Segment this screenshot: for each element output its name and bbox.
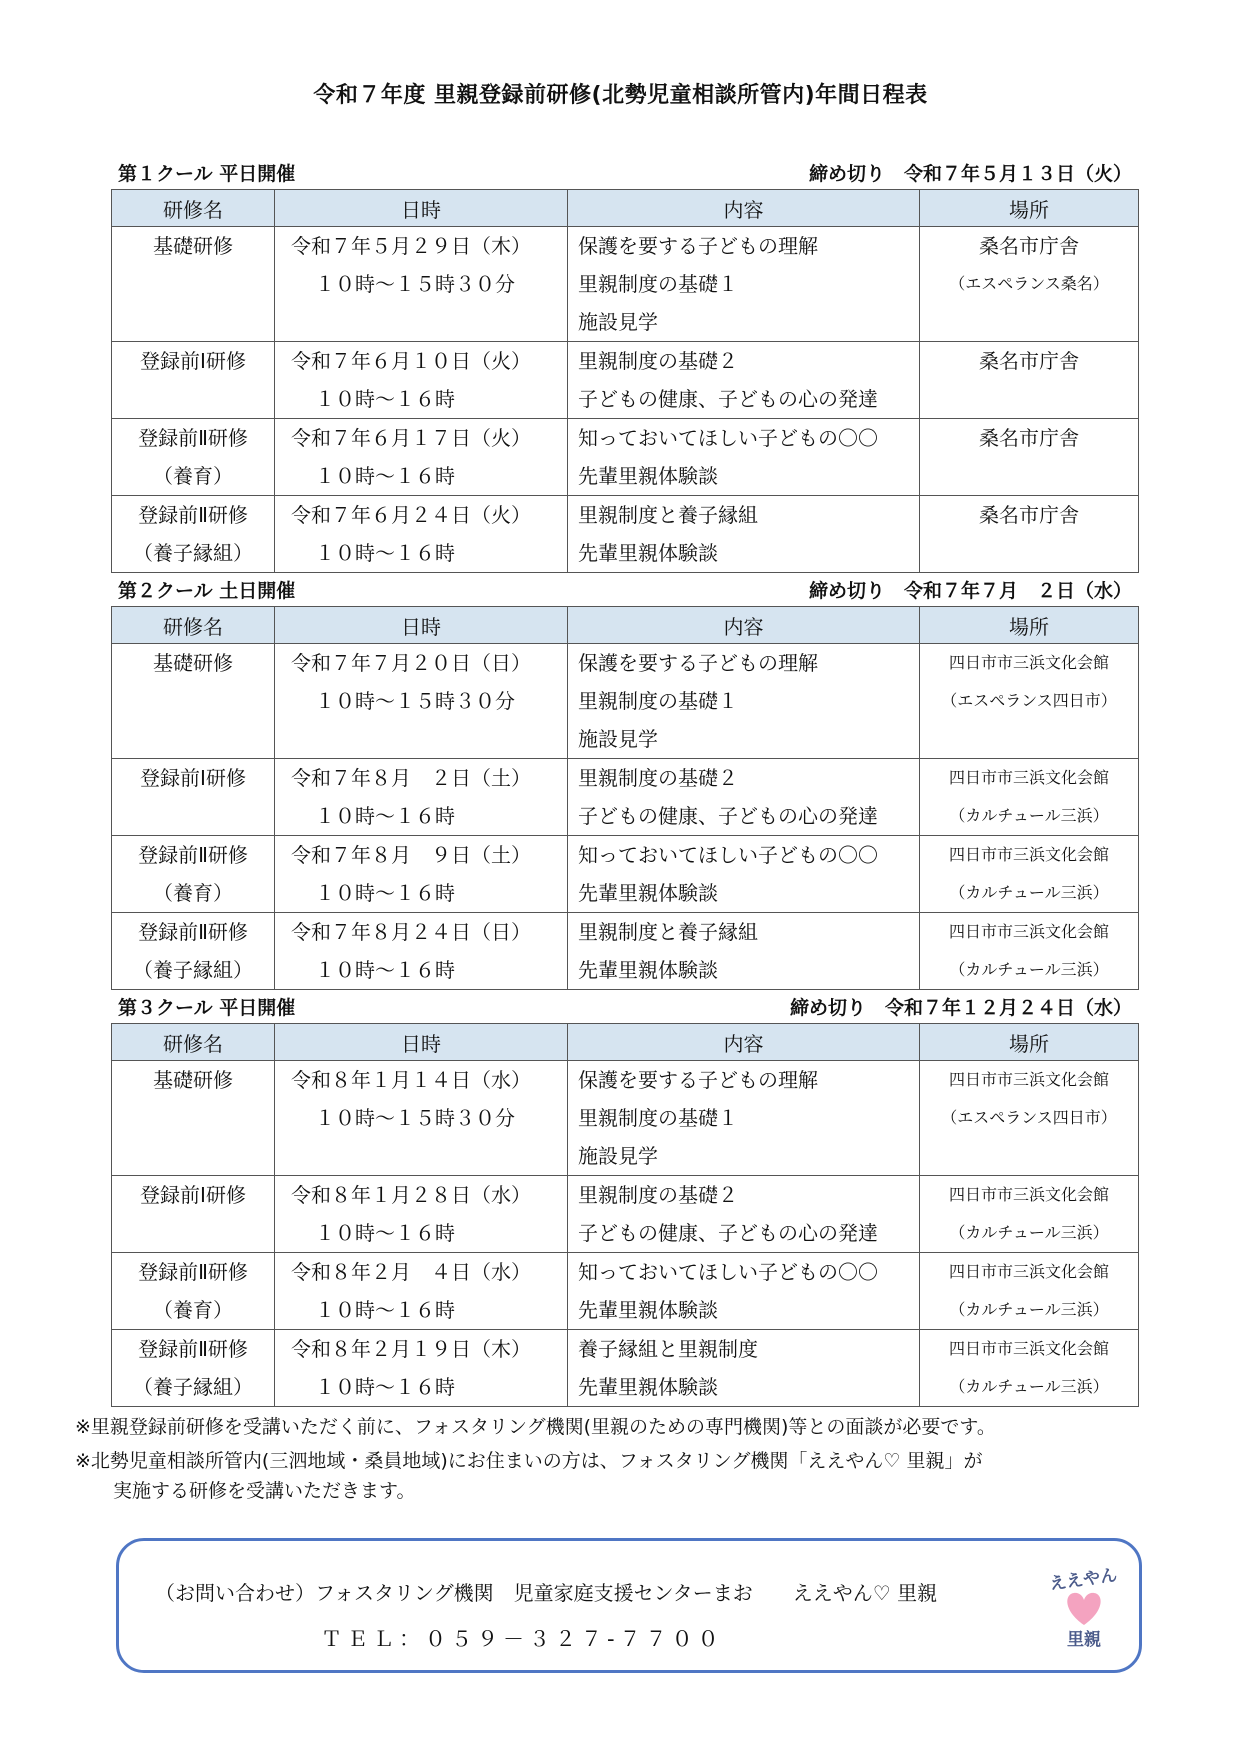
contact-phone: ＴＥＬ：０５９－３２７-７７００: [321, 1627, 724, 1651]
content-item: 保護を要する子どもの理解: [578, 651, 818, 675]
column-header: 日時: [275, 190, 568, 227]
column-header: 場所: [920, 1024, 1139, 1061]
training-time: １０時～１６時: [315, 958, 455, 982]
training-date: 令和８年２月１９日（木）: [291, 1337, 531, 1361]
training-name-cell: [112, 342, 275, 419]
training-name: 登録前Ⅰ研修: [140, 349, 246, 373]
training-name: 基礎研修: [153, 1068, 233, 1092]
content-item: 先輩里親体験談: [578, 1298, 718, 1322]
training-name-cell: [112, 759, 275, 836]
training-name-cell: [112, 419, 275, 496]
content-item: 先輩里親体験談: [578, 464, 718, 488]
training-date: 令和７年８月 ９日（土）: [291, 843, 531, 867]
training-name: 登録前Ⅰ研修: [140, 1183, 246, 1207]
training-date: 令和７年６月１０日（火）: [291, 349, 531, 373]
table-row: [112, 419, 1139, 496]
training-time: １０時～１６時: [315, 1375, 455, 1399]
place-cell: [920, 1061, 1139, 1176]
training-time: １０時～１６時: [315, 804, 455, 828]
column-header: 日時: [275, 1024, 568, 1061]
content-item: 知っておいてほしい子どもの〇〇: [578, 1260, 878, 1284]
place-name: 四日市市三浜文化会館: [948, 653, 1109, 672]
schedule-table: [111, 606, 1139, 990]
content-cell: [568, 1061, 920, 1176]
content-item: 保護を要する子どもの理解: [578, 1068, 818, 1092]
cycle-label: 第３クール 平日開催: [118, 997, 296, 1019]
datetime-cell: [275, 1176, 568, 1253]
datetime-cell: [275, 913, 568, 990]
place-cell: [920, 419, 1139, 496]
content-cell: [568, 644, 920, 759]
content-item: 養子縁組と里親制度: [578, 1337, 758, 1361]
training-name: （養子縁組）: [133, 541, 253, 565]
datetime-cell: [275, 496, 568, 573]
datetime-cell: [275, 342, 568, 419]
logo-bottom-text: 里親: [1067, 1630, 1101, 1650]
training-name: 登録前Ⅱ研修: [138, 1337, 248, 1361]
content-cell: [568, 227, 920, 342]
place-name: （エスペランス四日市）: [941, 1108, 1117, 1127]
heart-icon: [1067, 1593, 1100, 1625]
datetime-cell: [275, 419, 568, 496]
training-name: （養育）: [153, 1298, 233, 1322]
place-name: 桑名市庁舎: [979, 426, 1079, 450]
table-row: [112, 227, 1139, 342]
cycle-deadline: 締め切り 令和７年１２月２４日（水）: [789, 997, 1132, 1019]
training-name: 登録前Ⅱ研修: [138, 843, 248, 867]
datetime-cell: [275, 759, 568, 836]
table-header-row: [112, 607, 1139, 644]
cycle-header: [118, 157, 1138, 189]
content-item: 子どもの健康、子どもの心の発達: [578, 387, 878, 411]
place-name: 桑名市庁舎: [979, 349, 1079, 373]
place-name: （エスペランス桑名）: [949, 274, 1109, 293]
column-header: 研修名: [112, 607, 275, 644]
table-row: [112, 1330, 1139, 1407]
training-time: １０時～１６時: [315, 541, 455, 565]
place-name: 四日市市三浜文化会館: [948, 1185, 1109, 1204]
schedule-table: [111, 1023, 1139, 1407]
content-item: 施設見学: [578, 310, 658, 334]
training-date: 令和７年５月２９日（木）: [291, 234, 531, 258]
table-row: [112, 1253, 1139, 1330]
content-item: 里親制度の基礎２: [578, 349, 738, 373]
content-item: 里親制度の基礎１: [578, 689, 738, 713]
content-cell: [568, 1330, 920, 1407]
contact-info: （お問い合わせ）フォスタリング機関 児童家庭支援センターまお ええやん♡ 里親: [155, 1581, 938, 1605]
training-name: 登録前Ⅰ研修: [140, 766, 246, 790]
eeyan-satooya-logo: [1039, 1561, 1129, 1651]
datetime-cell: [275, 644, 568, 759]
content-item: 知っておいてほしい子どもの〇〇: [578, 426, 878, 450]
training-date: 令和７年８月 ２日（土）: [291, 766, 531, 790]
place-cell: [920, 1176, 1139, 1253]
column-header: 内容: [568, 190, 920, 227]
content-cell: [568, 913, 920, 990]
page-title: 令和７年度 里親登録前研修(北勢児童相談所管内)年間日程表: [313, 83, 928, 108]
note-3: 実施する研修を受講いただきます。: [75, 1480, 416, 1502]
schedule-table: [111, 189, 1139, 573]
table-row: [112, 1061, 1139, 1176]
training-name-cell: [112, 644, 275, 759]
datetime-cell: [275, 1330, 568, 1407]
training-name: 登録前Ⅱ研修: [138, 503, 248, 527]
cycle-label: 第１クール 平日開催: [118, 163, 296, 185]
place-name: 四日市市三浜文化会館: [948, 845, 1109, 864]
content-cell: [568, 1253, 920, 1330]
content-item: 子どもの健康、子どもの心の発達: [578, 804, 878, 828]
training-name: 基礎研修: [153, 234, 233, 258]
table-header-row: [112, 1024, 1139, 1061]
place-name: 四日市市三浜文化会館: [948, 768, 1109, 787]
training-time: １０時～１６時: [315, 1221, 455, 1245]
training-name-cell: [112, 1176, 275, 1253]
training-name: （養子縁組）: [133, 1375, 253, 1399]
training-time: １０時～１６時: [315, 464, 455, 488]
place-cell: [920, 836, 1139, 913]
training-name-cell: [112, 836, 275, 913]
place-cell: [920, 496, 1139, 573]
cycle-deadline: 締め切り 令和７年７月 ２日（水）: [808, 580, 1132, 602]
cycle-deadline: 締め切り 令和７年５月１３日（火）: [808, 163, 1132, 185]
content-item: 保護を要する子どもの理解: [578, 234, 818, 258]
content-item: 先輩里親体験談: [578, 1375, 718, 1399]
training-time: １０時～１５時３０分: [315, 689, 515, 713]
content-item: 里親制度の基礎２: [578, 766, 738, 790]
content-cell: [568, 759, 920, 836]
datetime-cell: [275, 1061, 568, 1176]
training-date: 令和７年６月１７日（火）: [291, 426, 531, 450]
training-name-cell: [112, 1330, 275, 1407]
content-item: 里親制度の基礎１: [578, 1106, 738, 1130]
training-name-cell: [112, 496, 275, 573]
place-name: （カルチュール三浜）: [949, 960, 1109, 979]
table-row: [112, 1176, 1139, 1253]
training-date: 令和８年２月 ４日（水）: [291, 1260, 531, 1284]
place-cell: [920, 227, 1139, 342]
training-name: 登録前Ⅱ研修: [138, 426, 248, 450]
training-name-cell: [112, 1253, 275, 1330]
content-item: 先輩里親体験談: [578, 541, 718, 565]
table-row: [112, 759, 1139, 836]
logo-top-text: ええやん: [1048, 1565, 1119, 1595]
place-name: 四日市市三浜文化会館: [948, 1262, 1109, 1281]
training-date: 令和８年１月１４日（水）: [291, 1068, 531, 1092]
table-header-row: [112, 190, 1139, 227]
training-time: １０時～１５時３０分: [315, 272, 515, 296]
content-item: 施設見学: [578, 727, 658, 751]
place-name: 四日市市三浜文化会館: [948, 1070, 1109, 1089]
place-name: 桑名市庁舎: [979, 234, 1079, 258]
training-name: 登録前Ⅱ研修: [138, 920, 248, 944]
training-time: １０時～１５時３０分: [315, 1106, 515, 1130]
column-header: 内容: [568, 607, 920, 644]
column-header: 内容: [568, 1024, 920, 1061]
training-date: 令和８年１月２８日（水）: [291, 1183, 531, 1207]
place-cell: [920, 342, 1139, 419]
place-cell: [920, 913, 1139, 990]
table-row: [112, 496, 1139, 573]
place-name: （カルチュール三浜）: [949, 806, 1109, 825]
cycle-header: [118, 991, 1138, 1023]
place-cell: [920, 644, 1139, 759]
place-name: 桑名市庁舎: [979, 503, 1079, 527]
content-item: 子どもの健康、子どもの心の発達: [578, 1221, 878, 1245]
training-name: （養育）: [153, 464, 233, 488]
cycle-label: 第２クール 土日開催: [118, 580, 296, 602]
content-item: 先輩里親体験談: [578, 958, 718, 982]
training-name: （養子縁組）: [133, 958, 253, 982]
training-name-cell: [112, 1061, 275, 1176]
training-time: １０時～１６時: [315, 881, 455, 905]
column-header: 日時: [275, 607, 568, 644]
table-row: [112, 836, 1139, 913]
column-header: 場所: [920, 190, 1139, 227]
table-row: [112, 342, 1139, 419]
place-name: （カルチュール三浜）: [949, 883, 1109, 902]
content-item: 先輩里親体験談: [578, 881, 718, 905]
place-name: 四日市市三浜文化会館: [948, 1339, 1109, 1358]
content-item: 施設見学: [578, 1144, 658, 1168]
content-cell: [568, 342, 920, 419]
training-name-cell: [112, 227, 275, 342]
training-date: 令和７年８月２４日（日）: [291, 920, 531, 944]
content-item: 里親制度の基礎１: [578, 272, 738, 296]
place-name: 四日市市三浜文化会館: [948, 922, 1109, 941]
training-name-cell: [112, 913, 275, 990]
content-cell: [568, 419, 920, 496]
datetime-cell: [275, 1253, 568, 1330]
content-item: 里親制度と養子縁組: [578, 920, 758, 944]
content-cell: [568, 496, 920, 573]
training-name: 基礎研修: [153, 651, 233, 675]
place-cell: [920, 759, 1139, 836]
content-item: 里親制度の基礎２: [578, 1183, 738, 1207]
note-1: ※里親登録前研修を受講いただく前に、フォスタリング機関(里親のための専門機関)等との面談が必要です。: [75, 1416, 996, 1438]
note-2: ※北勢児童相談所管内(三泗地域・桑員地域)にお住まいの方は、フォスタリング機関「ええやん♡ 里親」が: [75, 1450, 983, 1472]
place-cell: [920, 1330, 1139, 1407]
table-row: [112, 644, 1139, 759]
training-time: １０時～１６時: [315, 387, 455, 411]
content-item: 里親制度と養子縁組: [578, 503, 758, 527]
training-time: １０時～１６時: [315, 1298, 455, 1322]
datetime-cell: [275, 227, 568, 342]
place-name: （カルチュール三浜）: [949, 1300, 1109, 1319]
place-name: （カルチュール三浜）: [949, 1223, 1109, 1242]
cycle-header: [118, 574, 1138, 606]
place-name: （エスペランス四日市）: [941, 691, 1117, 710]
datetime-cell: [275, 836, 568, 913]
column-header: 研修名: [112, 190, 275, 227]
training-name: （養育）: [153, 881, 233, 905]
place-name: （カルチュール三浜）: [949, 1377, 1109, 1396]
training-date: 令和７年７月２０日（日）: [291, 651, 531, 675]
content-cell: [568, 1176, 920, 1253]
contact-box: [116, 1538, 1142, 1673]
column-header: 場所: [920, 607, 1139, 644]
place-cell: [920, 1253, 1139, 1330]
training-date: 令和７年６月２４日（火）: [291, 503, 531, 527]
content-cell: [568, 836, 920, 913]
content-item: 知っておいてほしい子どもの〇〇: [578, 843, 878, 867]
column-header: 研修名: [112, 1024, 275, 1061]
table-row: [112, 913, 1139, 990]
training-name: 登録前Ⅱ研修: [138, 1260, 248, 1284]
